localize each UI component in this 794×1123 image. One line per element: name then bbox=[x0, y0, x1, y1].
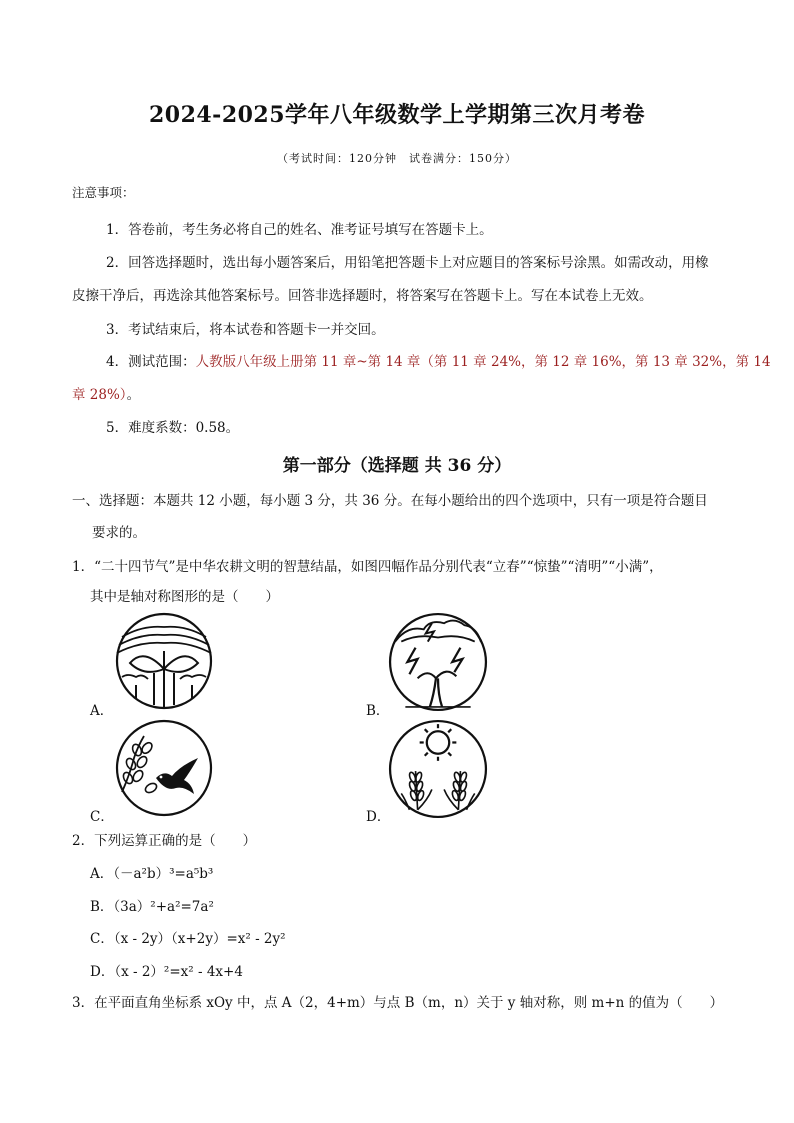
xiaoman-sun-wheat-icon bbox=[387, 718, 489, 820]
note-item-4-line-2 bbox=[72, 383, 140, 403]
jingzhe-thunder-icon bbox=[387, 611, 489, 713]
note-item-5: 5．难度系数：0.58。 bbox=[106, 420, 240, 436]
exam-subtitle: （考试时间：120分钟 试卷满分：150分） bbox=[277, 152, 517, 165]
lichun-sprout-icon bbox=[114, 611, 214, 711]
question-2-option-d: D．（x - 2）²=x² - 4x+4 bbox=[90, 964, 243, 980]
note-item-4-prefix: 4．测试范围： bbox=[106, 354, 196, 370]
notes-heading: 注意事项： bbox=[72, 185, 135, 200]
note-item-4-end: 。 bbox=[126, 387, 141, 403]
note-item-1: 1．答卷前，考生务必将自己的姓名、准考证号填写在答题卡上。 bbox=[106, 222, 493, 238]
question-2-option-a: A．（－a²b）³=a⁵b³ bbox=[90, 866, 214, 882]
note-item-4-range: 人教版八年级上册第 11 章~第 14 章（第 11 章 24%，第 12 章 16%，第 13 章 32%，第 14 bbox=[195, 354, 771, 370]
section-intro-line-2: 要求的。 bbox=[92, 525, 146, 541]
exam-title: 2024-2025学年八年级数学上学期第三次月考卷 bbox=[148, 102, 646, 128]
question-2-stem: 2．下列运算正确的是（ ） bbox=[72, 833, 257, 849]
question-1-stem-line-1: 1．“二十四节气”是中华农耕文明的智慧结晶，如图四幅作品分别代表“立春”“惊蛰”“清明”“小满”， bbox=[72, 559, 663, 575]
note-item-3: 3．考试结束后，将本试卷和答题卡一并交回。 bbox=[106, 322, 385, 338]
qingming-swallow-icon bbox=[114, 718, 214, 818]
question-2-option-c: C．（x - 2y）（x+2y）=x² - 2y² bbox=[90, 931, 286, 947]
question-3-stem: 3．在平面直角坐标系 xOy 中，点 A（2，4+m）与点 B（m，n）关于 y 轴对称，则 m+n 的值为（ ） bbox=[72, 995, 724, 1011]
question-1-option-c-label: C． bbox=[90, 809, 114, 825]
note-item-2-line-2: 皮擦干净后，再选涂其他答案标号。回答非选择题时，将答案写在答题卡上。写在本试卷上无效。 bbox=[72, 288, 653, 304]
note-item-4-line-1 bbox=[106, 350, 771, 370]
question-1-option-b-label: B． bbox=[366, 703, 390, 719]
question-1-option-a-label: A． bbox=[90, 703, 114, 719]
note-item-4-range-cont: 章 28%） bbox=[72, 387, 127, 403]
question-1-stem-line-2: 其中是轴对称图形的是（ ） bbox=[90, 589, 279, 605]
section-heading: 第一部分（选择题 共 36 分） bbox=[282, 456, 512, 476]
question-2-option-b: B．（3a）²+a²=7a² bbox=[90, 899, 214, 915]
question-1-option-d-label: D． bbox=[366, 809, 391, 825]
note-item-2-line-1: 2．回答选择题时，选出每小题答案后，用铅笔把答题卡上对应题目的答案标号涂黑。如需改动，用橡 bbox=[106, 255, 709, 271]
section-intro-line-1: 一、选择题：本题共 12 小题，每小题 3 分，共 36 分。在每小题给出的四个选项中，只有一项是符合题目 bbox=[72, 493, 708, 509]
